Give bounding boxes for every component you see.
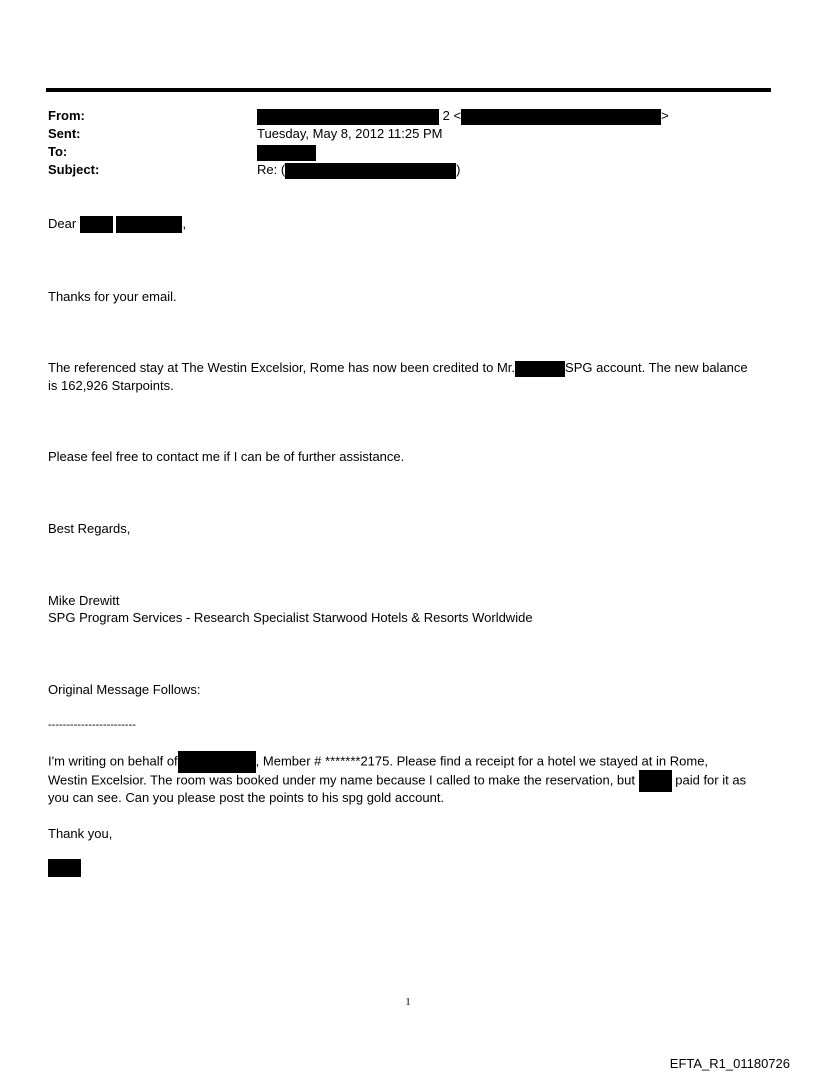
signature-title: SPG Program Services - Research Specialist Starwood Hotels & Resorts Worldwide [48, 610, 533, 625]
redacted-first-name [80, 216, 113, 233]
bates-number: EFTA_R1_01180726 [669, 1056, 790, 1071]
from-label: From: [48, 108, 85, 123]
signature-name: Mike Drewitt [48, 593, 120, 608]
contact-line: Please feel free to contact me if I can be of further assistance. [48, 449, 405, 464]
subject-prefix: Re: ( [257, 162, 286, 177]
thanks-line: Thanks for your email. [48, 289, 177, 304]
redacted-member-name [515, 361, 565, 377]
redacted-payer [639, 770, 672, 792]
redacted-sender-signature [48, 859, 81, 877]
stay-line-1 [48, 359, 748, 377]
subject-close: ) [456, 162, 461, 177]
original-heading: Original Message Follows: [48, 682, 201, 697]
separator: ------------------------ [48, 719, 136, 731]
to-label: To: [48, 144, 68, 159]
redacted-to [257, 145, 316, 161]
from-value [257, 107, 669, 125]
orig-line-3: you can see. Can you please post the points to his spg gold account. [48, 790, 445, 805]
redacted-last-name [116, 216, 182, 233]
greeting [48, 215, 186, 233]
from-close: > [661, 108, 669, 123]
header-rule [46, 88, 771, 92]
redacted-from-email [461, 109, 661, 125]
redacted-from-name [257, 109, 439, 125]
orig-text-a: I'm writing on behalf of [48, 753, 178, 769]
greeting-comma: , [182, 216, 187, 231]
regards-line: Best Regards, [48, 521, 131, 536]
subject-value [257, 161, 461, 179]
redacted-subject [285, 163, 456, 179]
greeting-prefix: Dear [48, 216, 77, 231]
stay-text-b: SPG account. The new balance [565, 360, 748, 375]
thank-you-line: Thank you, [48, 826, 113, 841]
orig-text-c: Westin Excelsior. The room was booked under my name because I called to make the reservation, but [48, 772, 635, 788]
from-suffix: 2 < [442, 108, 462, 123]
subject-label: Subject: [48, 162, 100, 177]
page-number: 1 [405, 996, 411, 1008]
orig-text-d: paid for it as [675, 772, 747, 788]
sent-value: Tuesday, May 8, 2012 11:25 PM [257, 126, 443, 141]
orig-text-b: , Member # *******2175. Please find a receipt for a hotel we stayed at in Rome, [255, 753, 709, 769]
sent-label: Sent: [48, 126, 81, 141]
stay-line-2: is 162,926 Starpoints. [48, 378, 174, 393]
to-value [257, 143, 316, 161]
stay-text-a: The referenced stay at The Westin Excelsior, Rome has now been credited to Mr. [48, 360, 516, 375]
